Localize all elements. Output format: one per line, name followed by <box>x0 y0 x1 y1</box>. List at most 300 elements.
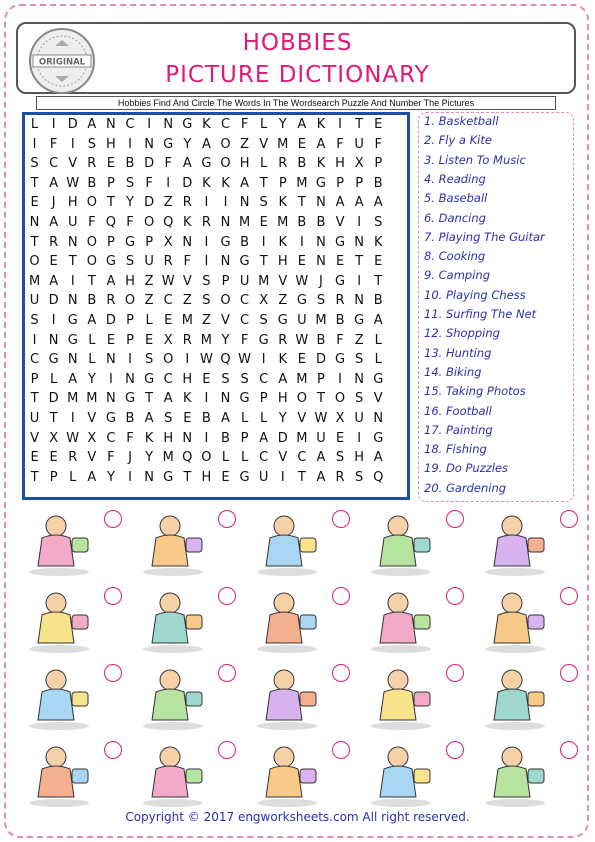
grid-cell[interactable]: P <box>355 175 364 191</box>
grid-cell[interactable]: E <box>145 332 154 348</box>
grid-cell[interactable]: A <box>316 469 326 485</box>
grid-cell[interactable]: N <box>220 391 231 407</box>
grid-cell[interactable]: I <box>51 312 56 328</box>
grid-cell[interactable]: H <box>106 136 116 152</box>
grid-cell[interactable]: W <box>66 430 80 446</box>
grid-cell[interactable]: B <box>87 293 97 309</box>
grid-cell[interactable]: M <box>200 332 212 348</box>
number-bubble[interactable] <box>446 587 464 605</box>
grid-cell[interactable]: B <box>335 312 345 328</box>
grid-cell[interactable]: F <box>374 136 382 152</box>
grid-cell[interactable]: D <box>144 156 155 172</box>
grid-cell[interactable]: T <box>355 117 364 132</box>
grid-cell[interactable]: G <box>277 312 288 328</box>
grid-cell[interactable]: S <box>144 352 154 368</box>
grid-cell[interactable]: W <box>66 175 80 191</box>
grid-cell[interactable]: I <box>357 273 362 289</box>
grid-cell[interactable]: I <box>204 430 209 446</box>
grid-cell[interactable]: I <box>204 195 209 211</box>
grid-cell[interactable]: O <box>86 195 97 211</box>
grid-cell[interactable]: G <box>105 254 116 270</box>
grid-cell[interactable]: V <box>221 312 230 328</box>
grid-cell[interactable]: G <box>239 254 250 270</box>
grid-cell[interactable]: V <box>30 430 39 446</box>
grid-cell[interactable]: U <box>239 273 250 289</box>
grid-cell[interactable]: R <box>335 293 345 309</box>
grid-cell[interactable]: H <box>354 450 365 466</box>
grid-cell[interactable]: F <box>49 136 58 152</box>
number-bubble[interactable] <box>218 664 236 682</box>
grid-cell[interactable]: P <box>107 234 115 250</box>
grid-cell[interactable]: R <box>87 156 97 172</box>
grid-cell[interactable]: Q <box>373 469 384 485</box>
grid-cell[interactable]: L <box>30 117 39 132</box>
grid-cell[interactable]: A <box>259 430 269 446</box>
grid-cell[interactable]: A <box>278 371 288 387</box>
grid-cell[interactable]: D <box>67 117 78 132</box>
grid-cell[interactable]: R <box>182 332 192 348</box>
grid-cell[interactable]: A <box>316 450 326 466</box>
grid-cell[interactable]: T <box>355 254 364 270</box>
grid-cell[interactable]: G <box>354 312 365 328</box>
grid-cell[interactable]: C <box>220 117 231 132</box>
grid-cell[interactable]: L <box>374 352 382 368</box>
grid-cell[interactable]: A <box>49 175 59 191</box>
grid-cell[interactable]: F <box>183 254 192 270</box>
grid-cell[interactable]: X <box>163 234 173 250</box>
grid-cell[interactable]: E <box>49 450 58 466</box>
grid-cell[interactable]: P <box>259 391 268 407</box>
grid-cell[interactable]: R <box>106 293 116 309</box>
grid-cell[interactable]: A <box>144 410 154 426</box>
grid-cell[interactable]: U <box>258 469 269 485</box>
grid-cell[interactable]: N <box>67 352 78 368</box>
grid-cell[interactable]: D <box>48 293 59 309</box>
grid-cell[interactable]: F <box>240 117 249 132</box>
grid-cell[interactable]: B <box>125 156 135 172</box>
number-bubble[interactable] <box>446 741 464 759</box>
number-bubble[interactable] <box>104 510 122 528</box>
grid-cell[interactable]: F <box>336 332 344 348</box>
grid-cell[interactable]: Z <box>144 273 154 289</box>
number-bubble[interactable] <box>104 664 122 682</box>
grid-cell[interactable]: X <box>49 430 59 446</box>
grid-cell[interactable]: K <box>316 156 326 172</box>
grid-cell[interactable]: Y <box>221 332 230 348</box>
grid-cell[interactable]: E <box>335 430 345 446</box>
grid-cell[interactable]: I <box>357 214 362 230</box>
grid-cell[interactable]: G <box>182 117 193 132</box>
grid-cell[interactable]: E <box>202 371 211 387</box>
grid-cell[interactable]: P <box>107 175 115 191</box>
grid-cell[interactable]: M <box>258 273 270 289</box>
grid-cell[interactable]: V <box>182 273 192 289</box>
grid-cell[interactable]: N <box>373 410 384 426</box>
grid-cell[interactable]: P <box>240 430 249 446</box>
grid-cell[interactable]: S <box>164 410 173 426</box>
grid-cell[interactable]: N <box>106 352 116 368</box>
grid-cell[interactable]: I <box>261 352 266 368</box>
grid-cell[interactable]: X <box>163 332 173 348</box>
grid-cell[interactable]: T <box>30 469 39 485</box>
grid-cell[interactable]: T <box>145 391 154 407</box>
grid-cell[interactable]: Z <box>182 293 192 309</box>
grid-cell[interactable]: F <box>126 214 134 230</box>
grid-cell[interactable]: C <box>259 371 269 387</box>
grid-cell[interactable]: T <box>259 254 268 270</box>
grid-cell[interactable]: H <box>67 195 78 211</box>
grid-cell[interactable]: B <box>316 332 326 348</box>
grid-cell[interactable]: A <box>221 410 230 426</box>
grid-cell[interactable]: N <box>144 469 154 485</box>
grid-cell[interactable]: S <box>374 214 383 230</box>
grid-cell[interactable]: E <box>106 156 116 172</box>
grid-cell[interactable]: E <box>49 254 58 270</box>
grid-cell[interactable]: U <box>29 293 40 309</box>
grid-cell[interactable]: I <box>70 273 75 289</box>
grid-cell[interactable]: H <box>163 430 174 446</box>
grid-cell[interactable]: E <box>374 117 383 132</box>
number-bubble[interactable] <box>560 587 578 605</box>
grid-cell[interactable]: H <box>277 391 288 407</box>
grid-cell[interactable]: G <box>258 332 269 348</box>
grid-cell[interactable]: Z <box>240 136 250 152</box>
number-bubble[interactable] <box>446 664 464 682</box>
grid-cell[interactable]: N <box>354 293 364 309</box>
grid-cell[interactable]: I <box>128 469 132 485</box>
grid-cell[interactable]: K <box>144 430 154 446</box>
grid-cell[interactable]: U <box>316 430 326 446</box>
grid-cell[interactable]: Z <box>354 332 364 348</box>
grid-cell[interactable]: E <box>164 312 173 328</box>
grid-cell[interactable]: T <box>297 195 306 211</box>
grid-cell[interactable]: I <box>51 117 56 132</box>
grid-cell[interactable]: M <box>67 391 79 407</box>
number-bubble[interactable] <box>332 664 350 682</box>
grid-cell[interactable]: P <box>30 371 39 387</box>
grid-cell[interactable]: D <box>277 430 288 446</box>
grid-cell[interactable]: S <box>240 371 249 387</box>
grid-cell[interactable]: G <box>373 371 384 387</box>
grid-cell[interactable]: S <box>30 312 39 328</box>
grid-cell[interactable]: W <box>199 352 213 368</box>
grid-cell[interactable]: A <box>201 136 211 152</box>
grid-cell[interactable]: W <box>238 352 251 368</box>
grid-cell[interactable]: F <box>336 136 344 152</box>
grid-cell[interactable]: B <box>240 234 250 250</box>
grid-cell[interactable]: N <box>220 254 231 270</box>
grid-cell[interactable]: A <box>373 450 383 466</box>
grid-cell[interactable]: P <box>221 273 230 289</box>
number-bubble[interactable] <box>218 510 236 528</box>
grid-cell[interactable]: C <box>106 430 116 446</box>
grid-cell[interactable]: B <box>201 410 211 426</box>
grid-cell[interactable]: E <box>106 332 116 348</box>
grid-cell[interactable]: O <box>220 293 231 309</box>
grid-cell[interactable]: L <box>88 332 96 348</box>
grid-cell[interactable]: H <box>277 254 288 270</box>
grid-cell[interactable]: K <box>183 214 192 230</box>
grid-cell[interactable]: J <box>128 450 132 466</box>
grid-cell[interactable]: R <box>278 156 288 172</box>
grid-cell[interactable]: E <box>297 254 306 270</box>
grid-cell[interactable]: T <box>316 391 325 407</box>
grid-cell[interactable]: X <box>335 410 345 426</box>
grid-cell[interactable]: W <box>161 273 175 289</box>
grid-cell[interactable]: I <box>204 391 209 407</box>
grid-cell[interactable]: T <box>49 410 58 426</box>
grid-cell[interactable]: G <box>163 136 174 152</box>
grid-cell[interactable]: G <box>48 352 59 368</box>
grid-cell[interactable]: N <box>316 195 326 211</box>
grid-cell[interactable]: D <box>105 312 116 328</box>
grid-cell[interactable]: V <box>335 214 345 230</box>
grid-cell[interactable]: W <box>314 410 328 426</box>
grid-cell[interactable]: B <box>373 175 383 191</box>
grid-cell[interactable]: K <box>202 175 211 191</box>
grid-cell[interactable]: N <box>316 234 326 250</box>
grid-cell[interactable]: Z <box>201 312 211 328</box>
grid-cell[interactable]: I <box>128 136 132 152</box>
grid-cell[interactable]: S <box>125 254 135 270</box>
grid-cell[interactable]: K <box>373 234 383 250</box>
grid-cell[interactable]: S <box>30 156 39 172</box>
grid-cell[interactable]: T <box>374 273 383 289</box>
grid-cell[interactable]: C <box>240 312 250 328</box>
grid-cell[interactable]: A <box>87 469 97 485</box>
grid-cell[interactable]: A <box>335 195 345 211</box>
grid-cell[interactable]: E <box>259 214 268 230</box>
grid-cell[interactable]: L <box>88 352 96 368</box>
grid-cell[interactable]: P <box>49 469 58 485</box>
grid-cell[interactable]: F <box>145 175 153 191</box>
grid-cell[interactable]: K <box>202 117 211 132</box>
grid-cell[interactable]: Y <box>183 136 192 152</box>
grid-cell[interactable]: D <box>48 391 59 407</box>
grid-cell[interactable]: Y <box>87 371 96 387</box>
grid-cell[interactable]: I <box>70 410 75 426</box>
grid-cell[interactable]: U <box>29 410 40 426</box>
grid-cell[interactable]: Y <box>145 450 154 466</box>
grid-cell[interactable]: G <box>67 312 78 328</box>
grid-cell[interactable]: G <box>239 469 250 485</box>
grid-cell[interactable]: L <box>145 312 153 328</box>
grid-cell[interactable]: P <box>336 175 344 191</box>
grid-cell[interactable]: E <box>335 254 345 270</box>
grid-cell[interactable]: I <box>185 352 190 368</box>
grid-cell[interactable]: I <box>204 234 209 250</box>
grid-cell[interactable]: I <box>338 117 342 132</box>
grid-cell[interactable]: A <box>163 391 173 407</box>
grid-cell[interactable]: L <box>221 450 230 466</box>
grid-cell[interactable]: I <box>261 234 266 250</box>
grid-cell[interactable]: B <box>316 214 326 230</box>
grid-cell[interactable]: U <box>297 312 307 328</box>
grid-cell[interactable]: S <box>221 371 230 387</box>
grid-cell[interactable]: G <box>373 430 384 446</box>
grid-cell[interactable]: A <box>182 156 192 172</box>
grid-cell[interactable]: A <box>87 117 97 132</box>
grid-cell[interactable]: A <box>87 312 97 328</box>
grid-cell[interactable]: N <box>182 430 193 446</box>
number-bubble[interactable] <box>218 587 236 605</box>
grid-cell[interactable]: N <box>354 371 364 387</box>
grid-cell[interactable]: O <box>201 450 212 466</box>
grid-cell[interactable]: K <box>278 234 288 250</box>
grid-cell[interactable]: X <box>354 156 364 172</box>
grid-cell[interactable]: U <box>144 254 154 270</box>
grid-cell[interactable]: S <box>355 469 364 485</box>
grid-cell[interactable]: F <box>126 430 134 446</box>
grid-cell[interactable]: N <box>48 332 59 348</box>
grid-cell[interactable]: L <box>374 332 382 348</box>
grid-cell[interactable]: P <box>145 234 154 250</box>
grid-cell[interactable]: O <box>163 352 174 368</box>
grid-cell[interactable]: Y <box>278 117 287 132</box>
grid-cell[interactable]: G <box>239 391 250 407</box>
grid-cell[interactable]: S <box>87 136 96 152</box>
grid-cell[interactable]: V <box>278 273 288 289</box>
grid-cell[interactable]: Z <box>144 293 154 309</box>
grid-cell[interactable]: B <box>87 175 97 191</box>
grid-cell[interactable]: K <box>316 117 326 132</box>
grid-cell[interactable]: S <box>355 352 364 368</box>
grid-cell[interactable]: C <box>163 293 173 309</box>
number-bubble[interactable] <box>560 741 578 759</box>
grid-cell[interactable]: R <box>201 214 211 230</box>
grid-cell[interactable]: E <box>297 136 306 152</box>
grid-cell[interactable]: N <box>354 234 364 250</box>
grid-cell[interactable]: V <box>297 410 307 426</box>
grid-cell[interactable]: J <box>51 195 56 211</box>
grid-cell[interactable]: T <box>183 469 192 485</box>
grid-cell[interactable]: S <box>125 175 135 191</box>
grid-cell[interactable]: U <box>67 214 78 230</box>
grid-cell[interactable]: O <box>220 156 231 172</box>
grid-cell[interactable]: N <box>106 117 116 132</box>
grid-cell[interactable]: G <box>335 234 346 250</box>
grid-cell[interactable]: C <box>125 117 135 132</box>
grid-cell[interactable]: Q <box>182 450 193 466</box>
grid-cell[interactable]: V <box>278 450 288 466</box>
grid-cell[interactable]: I <box>299 234 304 250</box>
grid-cell[interactable]: S <box>259 195 268 211</box>
grid-cell[interactable]: D <box>182 175 193 191</box>
grid-cell[interactable]: I <box>223 195 228 211</box>
grid-cell[interactable]: Q <box>220 352 231 368</box>
grid-cell[interactable]: G <box>296 293 307 309</box>
grid-cell[interactable]: H <box>201 469 212 485</box>
grid-cell[interactable]: F <box>88 214 96 230</box>
grid-cell[interactable]: R <box>182 195 192 211</box>
grid-cell[interactable]: I <box>32 136 37 152</box>
grid-cell[interactable]: G <box>124 391 136 407</box>
grid-cell[interactable]: I <box>280 469 285 485</box>
grid-cell[interactable]: G <box>335 352 346 368</box>
grid-cell[interactable]: A <box>316 136 326 152</box>
grid-cell[interactable]: A <box>68 371 78 387</box>
grid-cell[interactable]: V <box>87 450 97 466</box>
grid-cell[interactable]: O <box>334 391 346 407</box>
grid-cell[interactable]: U <box>354 136 364 152</box>
grid-cell[interactable]: B <box>221 430 230 446</box>
number-bubble[interactable] <box>104 587 122 605</box>
grid-cell[interactable]: T <box>87 273 96 289</box>
grid-cell[interactable]: R <box>335 469 345 485</box>
grid-cell[interactable]: O <box>86 234 97 250</box>
grid-cell[interactable]: N <box>67 234 78 250</box>
grid-cell[interactable]: M <box>86 391 98 407</box>
grid-cell[interactable]: T <box>68 254 77 270</box>
grid-cell[interactable]: L <box>240 410 249 426</box>
grid-cell[interactable]: A <box>373 195 383 211</box>
grid-cell[interactable]: Q <box>163 214 174 230</box>
grid-cell[interactable]: N <box>29 214 40 230</box>
grid-cell[interactable]: E <box>30 195 39 211</box>
grid-cell[interactable]: S <box>202 273 211 289</box>
number-bubble[interactable] <box>104 741 122 759</box>
grid-cell[interactable]: E <box>297 352 306 368</box>
grid-cell[interactable]: O <box>29 254 40 270</box>
grid-cell[interactable]: I <box>147 117 152 132</box>
grid-cell[interactable]: V <box>373 391 383 407</box>
grid-cell[interactable]: I <box>357 430 362 446</box>
grid-cell[interactable]: N <box>67 293 78 309</box>
number-bubble[interactable] <box>218 741 236 759</box>
grid-cell[interactable]: T <box>30 175 39 191</box>
grid-cell[interactable]: P <box>317 371 325 387</box>
grid-cell[interactable]: C <box>259 450 269 466</box>
grid-cell[interactable]: H <box>182 371 193 387</box>
grid-cell[interactable]: C <box>240 293 250 309</box>
grid-cell[interactable]: B <box>297 156 307 172</box>
grid-cell[interactable]: K <box>278 352 288 368</box>
grid-cell[interactable]: B <box>125 410 135 426</box>
grid-cell[interactable]: A <box>297 117 307 132</box>
grid-cell[interactable]: H <box>335 156 345 172</box>
grid-cell[interactable]: H <box>239 156 250 172</box>
grid-cell[interactable]: K <box>278 195 288 211</box>
grid-cell[interactable]: M <box>296 430 308 446</box>
grid-cell[interactable]: R <box>163 254 173 270</box>
grid-cell[interactable]: A <box>49 273 59 289</box>
grid-cell[interactable]: C <box>297 450 307 466</box>
grid-cell[interactable]: I <box>32 332 37 348</box>
grid-cell[interactable]: A <box>49 214 59 230</box>
grid-cell[interactable]: I <box>70 136 75 152</box>
grid-cell[interactable]: G <box>124 234 136 250</box>
grid-cell[interactable]: R <box>68 450 78 466</box>
grid-cell[interactable]: E <box>221 469 230 485</box>
grid-cell[interactable]: P <box>278 175 287 191</box>
grid-cell[interactable]: A <box>354 195 364 211</box>
grid-cell[interactable]: T <box>259 175 268 191</box>
grid-cell[interactable]: C <box>30 352 40 368</box>
grid-cell[interactable]: L <box>240 450 249 466</box>
grid-cell[interactable]: W <box>295 332 309 348</box>
grid-cell[interactable]: F <box>164 156 172 172</box>
grid-cell[interactable]: L <box>260 410 268 426</box>
grid-cell[interactable]: Z <box>278 293 288 309</box>
grid-cell[interactable]: N <box>316 254 326 270</box>
grid-cell[interactable]: K <box>183 391 192 407</box>
grid-cell[interactable]: S <box>259 312 268 328</box>
grid-cell[interactable]: M <box>315 312 327 328</box>
grid-cell[interactable]: L <box>260 117 268 132</box>
grid-cell[interactable]: F <box>240 332 249 348</box>
grid-cell[interactable]: J <box>319 273 323 289</box>
grid-cell[interactable]: K <box>221 175 230 191</box>
